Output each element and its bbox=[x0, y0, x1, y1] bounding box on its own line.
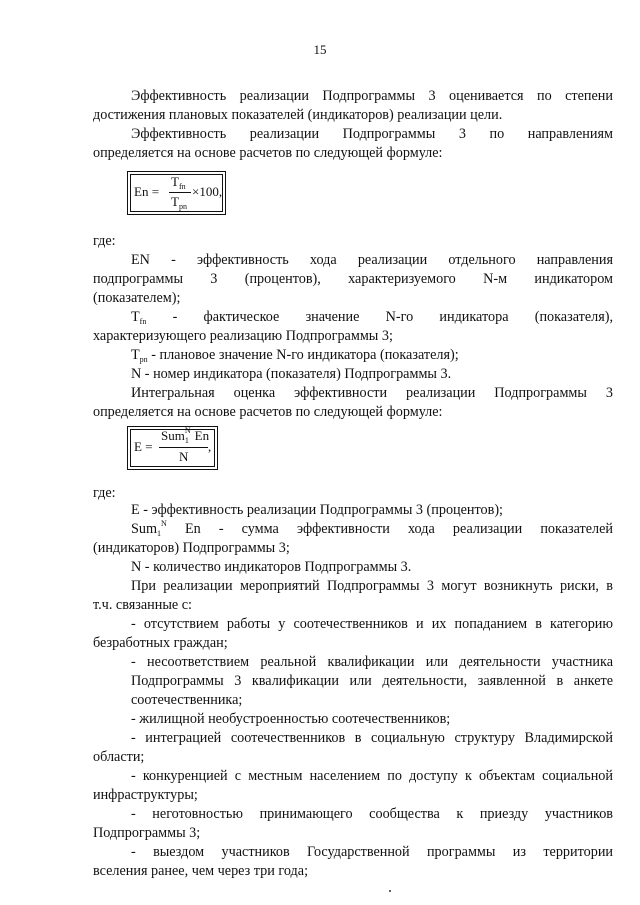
risk-item-6-line1: - неготовностью принимающего сообщества к приезду участников bbox=[131, 806, 613, 822]
def-e: E - эффективность реализации Подпрограммы 3 (процентов); bbox=[131, 502, 503, 518]
def-sum-line2: (индикаторов) Подпрограммы 3; bbox=[93, 540, 290, 556]
def-en-line1: EN - эффективность хода реализации отдельного направления bbox=[131, 252, 613, 268]
def-en-line3: (показателем); bbox=[93, 290, 181, 306]
def-tfn-line2: характеризующего реализацию Подпрограммы 3; bbox=[93, 328, 393, 344]
formula-en-box bbox=[127, 171, 226, 215]
risk-item-5-line1: - конкуренцией с местным населением по доступу к объектам социальной bbox=[131, 768, 613, 784]
risk-item-1-line2: безработных граждан; bbox=[93, 635, 228, 651]
where-label-1: где: bbox=[93, 233, 116, 249]
where-label-2: где: bbox=[93, 485, 116, 501]
def-n: N - номер индикатора (показателя) Подпрограммы 3. bbox=[131, 366, 452, 382]
risk-item-2-line1: - несоответствием реальной квалификации или деятельности участника bbox=[131, 654, 613, 670]
scan-speck bbox=[389, 890, 391, 892]
risk-item-2-line3: соотечественника; bbox=[131, 692, 243, 708]
page-number: 15 bbox=[313, 42, 327, 57]
risks-intro-line2: т.ч. связанные с: bbox=[93, 597, 192, 613]
formula-e-rhs: , bbox=[208, 439, 212, 454]
formula-e-numerator: Sum$_1^N$ En bbox=[161, 426, 210, 445]
risk-item-2-line2: Подпрограммы 3 квалификации или деятельности, заявленной в анкете bbox=[131, 673, 613, 689]
formula-en-rhs: ×100, bbox=[192, 184, 223, 199]
risk-item-7-line2: вселения ранее, чем через три года; bbox=[93, 863, 309, 879]
risk-item-5-line2: инфраструктуры; bbox=[93, 787, 198, 803]
paragraph-directions-line1: Эффективность реализации Подпрограммы 3 по направлениям bbox=[131, 126, 613, 142]
formula-e-denominator: N bbox=[179, 449, 189, 464]
formula-en-denominator: $T_{pn}$ bbox=[171, 194, 187, 211]
risks-intro-line1: При реализации мероприятий Подпрограммы 3 могут возникнуть риски, в bbox=[131, 578, 613, 594]
risk-item-4-line1: - интеграцией соотечественников в социальную структуру Владимирской bbox=[131, 730, 613, 746]
paragraph-integral-line2: определяется на основе расчетов по следующей формуле: bbox=[93, 404, 443, 420]
def-sum-line1: Sum$_1^N$ En - сумма эффективности хода реализации показателей bbox=[131, 519, 614, 538]
risk-item-3: - жилищной необустроенностью соотечественников; bbox=[131, 711, 451, 727]
formula-en-lhs: En = bbox=[134, 184, 160, 199]
formula-e-box bbox=[127, 426, 218, 470]
def-tpn: $T_{pn}$ - плановое значение N-го индикатора (показателя); bbox=[131, 347, 459, 364]
paragraph-efficiency-line2: достижения плановых показателей (индикаторов) реализации цели. bbox=[93, 107, 503, 123]
risk-item-4-line2: области; bbox=[93, 749, 145, 765]
paragraph-efficiency-line1: Эффективность реализации Подпрограммы 3 оценивается по степени bbox=[131, 88, 613, 104]
risk-item-7-line1: - выездом участников Государственной программы из территории bbox=[131, 844, 613, 860]
def-count: N - количество индикаторов Подпрограммы 3. bbox=[131, 559, 412, 575]
risk-item-1-line1: - отсутствием работы у соотечественников и их попаданием в категорию bbox=[131, 616, 613, 632]
risk-item-6-line2: Подпрограммы 3; bbox=[93, 825, 201, 841]
def-tfn-line1: $T_{fn}$ - фактическое значение N-го индикатора (показателя), bbox=[131, 309, 614, 326]
paragraph-directions-line2: определяется на основе расчетов по следующей формуле: bbox=[93, 145, 443, 161]
formula-e-lhs: E = bbox=[134, 439, 153, 454]
def-en-line2: подпрограммы 3 (процентов), характеризуемого N-м индикатором bbox=[93, 271, 613, 287]
paragraph-integral-line1: Интегральная оценка эффективности реализации Подпрограммы 3 bbox=[131, 385, 613, 401]
formula-en-numerator: $T_{fn}$ bbox=[171, 174, 186, 191]
